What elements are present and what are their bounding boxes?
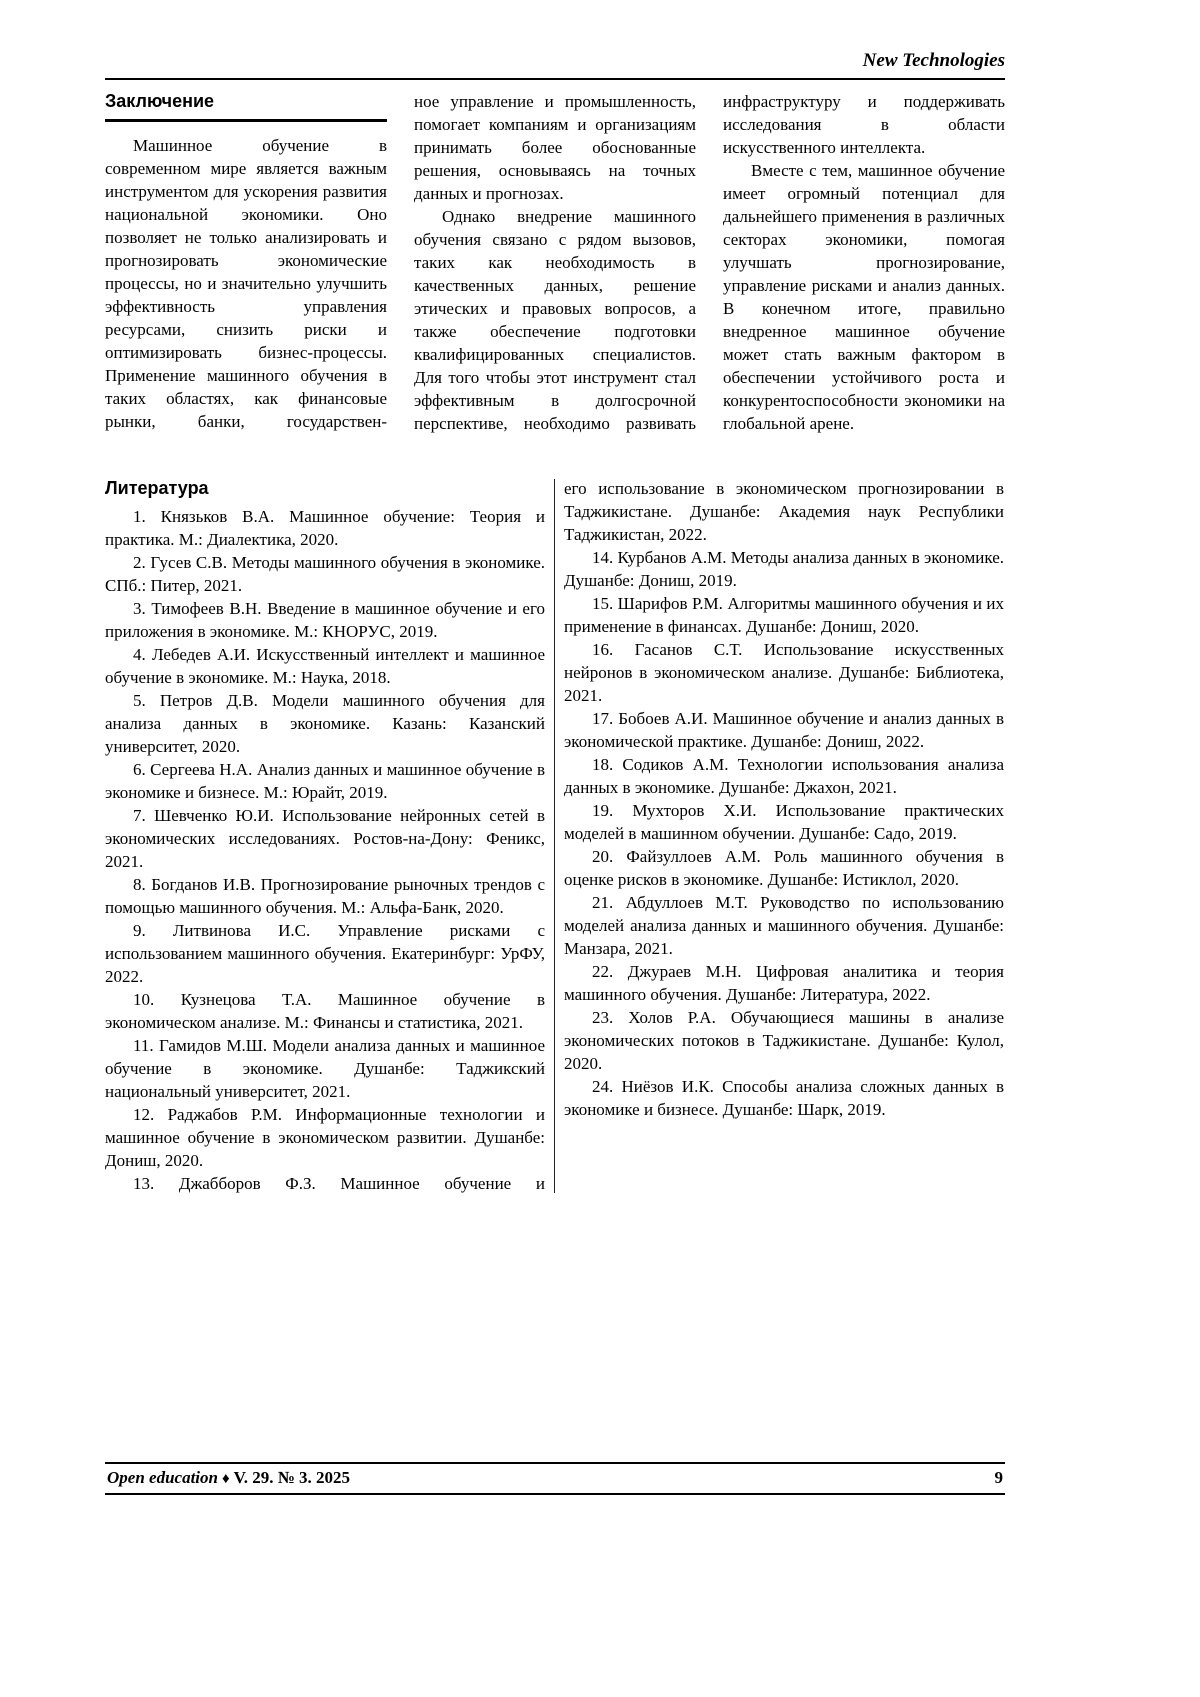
conclusion-heading-underline (105, 119, 387, 122)
column-divider-rule (554, 479, 555, 1193)
conclusion-paragraph: ное управление и промышленность, помогает компаниям и организациям принимать более обоснованные решения, основываясь на точных данных и прогнозах. (414, 92, 696, 203)
reference-entry: 22. Джураев М.Н. Цифровая аналитика и теория машинного обучения. Душанбе: Литература, 2022. (564, 962, 1004, 1004)
reference-entry: 4. Лебедев А.И. Искусственный интеллект и машинное обучение в экономике. М.: Наука, 2018. (105, 645, 545, 687)
reference-entry: 13. Джабборов Ф.З. Машинное обучение и (133, 1174, 545, 1193)
reference-entry: 21. Абдуллоев М.Т. Руководство по использованию моделей анализа данных и машинного обучения. Душанбе: Манзара, 2021. (564, 893, 1004, 958)
reference-entry: 14. Курбанов А.М. Методы анализа данных в экономике. Душанбе: Дониш, 2019. (564, 548, 1004, 590)
journal-name: Open education (107, 1468, 218, 1487)
running-head (105, 50, 1005, 78)
footer-bottom-rule (105, 1493, 1005, 1495)
reference-entry: 20. Файзуллоев А.М. Роль машинного обучения в оценке рисков в экономике. Душанбе: Истиклол, 2020. (564, 847, 1004, 889)
reference-entry: 1. Князьков В.А. Машинное обучение: Теория и практика. М.: Диалектика, 2020. (105, 507, 545, 549)
reference-entry: 16. Гасанов С.Т. Использование искусственных нейронов в экономическом анализе. Душанбе: Библиотека, 2021. (564, 640, 1004, 705)
references-section (105, 477, 1005, 1195)
reference-entry: 11. Гамидов М.Ш. Модели анализа данных и машинное обучение в экономике. Душанбе: Таджикский национальный университет, 2021. (105, 1036, 545, 1101)
reference-entry: 5. Петров Д.В. Модели машинного обучения для анализа данных в экономике. Казань: Казанский университет, 2020. (105, 691, 545, 756)
reference-entry: его использование в экономическом прогнозировании в Таджикистане. Душанбе: Академия наук Республики Таджикистан, 2022. (564, 479, 1004, 544)
footer-journal-info (107, 1468, 350, 1488)
reference-entry: 19. Мухторов Х.И. Использование практических моделей в машинном обучении. Душанбе: Садо, 2019. (564, 801, 1004, 843)
conclusion-column-1-text (105, 134, 387, 433)
conclusion-column-1 (105, 90, 387, 435)
reference-entry: 24. Ниёзов И.К. Способы анализа сложных данных в экономике и бизнесе. Душанбе: Шарк, 2019. (564, 1077, 1004, 1119)
conclusion-paragraph: Однако внедрение машинного обучения связано с рядом вызовов, таких как необходимость в качественных данных, решение этических и правовых вопросов, а также обеспечение подготовки квалифицированных специалистов. Для того чтобы этот инструмент стал эффективным в долгосрочной перспективе, необходимо развивать (414, 207, 696, 433)
reference-entry: 23. Холов Р.А. Обучающиеся машины в анализе экономических потоков в Таджикистане. Душанбе: Кулол, 2020. (564, 1008, 1004, 1073)
reference-entry: 17. Бобоев А.И. Машинное обучение и анализ данных в экономической практике. Душанбе: Дониш, 2022. (564, 709, 1004, 751)
reference-entry: 6. Сергеева Н.А. Анализ данных и машинное обучение в экономике и бизнесе. М.: Юрайт, 2019. (105, 760, 545, 802)
page-number: 9 (994, 1468, 1003, 1487)
conclusion-section (105, 90, 1005, 435)
issue-info: V. 29. № 3. 2025 (233, 1468, 351, 1487)
header-rule (105, 78, 1005, 80)
reference-entry: 2. Гусев С.В. Методы машинного обучения в экономике. СПб.: Питер, 2021. (105, 553, 545, 595)
reference-entry: 10. Кузнецова Т.А. Машинное обучение в экономическом анализе. М.: Финансы и статистика, 2021. (105, 990, 545, 1032)
conclusion-column-3 (723, 90, 1005, 435)
references-column-left (105, 477, 545, 1195)
reference-entry: 3. Тимофеев В.Н. Введение в машинное обучение и его приложения в экономике. М.: КНОРУС, 2019. (105, 599, 545, 641)
references-column-right (564, 477, 1004, 1195)
page-footer (105, 1462, 1005, 1495)
reference-entry: 7. Шевченко Ю.И. Использование нейронных сетей в экономических исследованиях. Ростов-на-Дону: Феникс, 2021. (105, 806, 545, 871)
references-heading: Литература (105, 478, 209, 498)
conclusion-paragraph: инфраструктуру и поддерживать исследования в области искусственного интеллекта. (723, 92, 1005, 157)
reference-entry: 12. Раджабов Р.М. Информационные технологии и машинное обучение в экономическом развитии. Душанбе: Дониш, 2020. (105, 1105, 545, 1170)
footer-row (105, 1464, 1005, 1493)
conclusion-heading: Заключение (105, 91, 215, 111)
section-title: New Technologies (862, 50, 1005, 71)
reference-entry: 18. Содиков А.М. Технологии использования анализа данных в экономике. Душанбе: Джахон, 2021. (564, 755, 1004, 797)
conclusion-paragraph: Вместе с тем, машинное обучение имеет огромный потенциал для дальнейшего применения в различных секторах экономики, помогая улучшать прогнозирование, управление рисками и анализ данных. В конечном итоге, правильно внедренное машинное обучение может стать важным фактором в обеспечении устойчивого роста и конкурентоспособности экономики на глобальной арене. (723, 161, 1005, 433)
reference-entry: 9. Литвинова И.С. Управление рисками с использованием машинного обучения. Екатеринбург: УрФУ, 2022. (105, 921, 545, 986)
conclusion-paragraph: Машинное обучение в современном мире является важным инструментом для ускорения развития национальной экономики. Оно позволяет не только анализировать и прогнозировать экономические процессы, но и значительно улучшить эффективность управления ресурсами, снизить риски и оптимизировать бизнес-процессы. Применение машинного обучения в таких областях, как финансовые рынки, банки, государствен- (105, 136, 387, 431)
reference-entry: 8. Богданов И.В. Прогнозирование рыночных трендов с помощью машинного обучения. М.: Альфа-Банк, 2020. (105, 875, 545, 917)
diamond-icon: ♦ (221, 1471, 230, 1487)
reference-entry: 15. Шарифов Р.М. Алгоритмы машинного обучения и их применение в финансах. Душанбе: Дониш, 2020. (564, 594, 1004, 636)
conclusion-column-2 (414, 90, 696, 435)
references-left-list (105, 505, 545, 1195)
